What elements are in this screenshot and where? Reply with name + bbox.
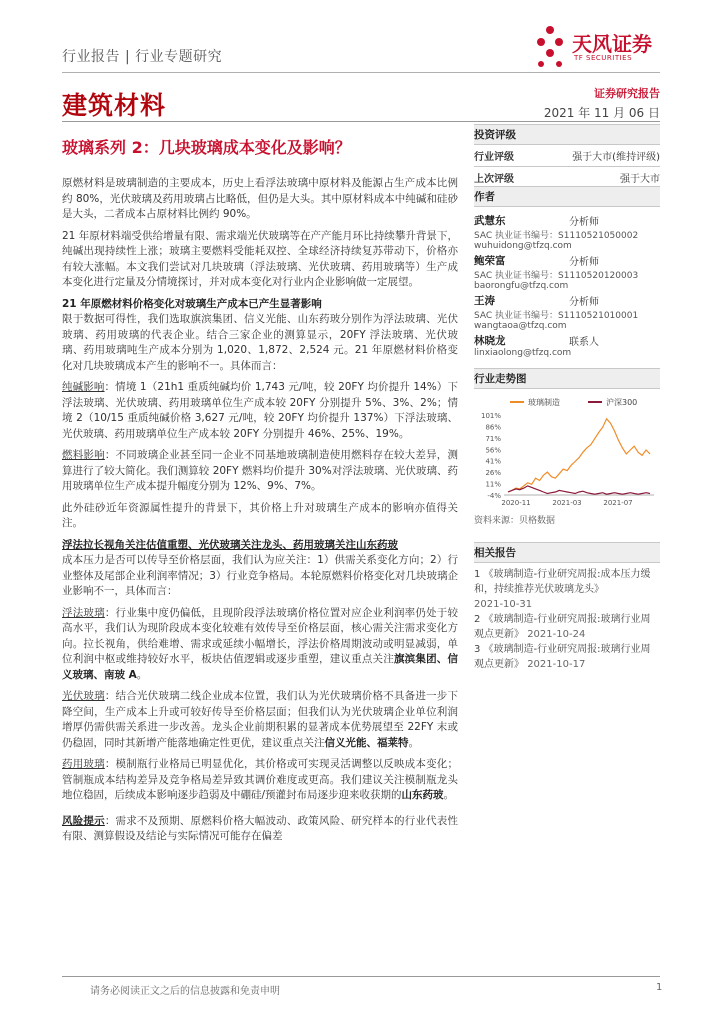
author-name: 武慧东	[474, 215, 506, 227]
series-line	[508, 419, 650, 492]
author-box	[474, 186, 660, 361]
text: 。	[408, 736, 419, 749]
label: 风险提示	[62, 814, 105, 827]
paragraph: 21 年原材料端受供给增量有限、需求端光伏玻璃等在产产能月环比持续攀升背景下，纯碱出现持续性上涨；玻璃主要燃料受能耗双控、全球经济持续复苏带动下，价格亦有较大涨幅。本文我们尝试对几块玻璃（浮法玻璃、光伏玻璃、药用玻璃等）生产成本变化进行定量及分情境探讨，并对成本变化对行业内企业影响做一定展望。	[62, 229, 458, 288]
paragraph: 成本压力是否可以传导至价格层面，我们认为应关注：1）供需关系变化方向；2）行业整体及尾部企业利润率情况；3）行业竞争格局。本轮原燃料价格变化对几块玻璃企业影响不一，具体而言：	[62, 554, 458, 597]
author-heading: 作者	[474, 186, 660, 207]
rating-box	[474, 124, 660, 189]
text: 。	[443, 789, 455, 801]
y-tick-label: 41%	[485, 457, 501, 466]
main-content	[62, 176, 458, 851]
logo-text-en: TF SECURITIES	[574, 54, 633, 62]
author	[474, 293, 660, 333]
author	[474, 333, 660, 361]
series-line	[508, 486, 650, 494]
author	[474, 253, 660, 293]
related-date: 2021-10-17	[527, 659, 586, 670]
paragraph	[62, 448, 458, 495]
rating-key: 上次评级	[474, 174, 514, 185]
author-role: 分析师	[569, 257, 599, 268]
sector-title: 建筑材料	[62, 91, 167, 120]
author	[474, 213, 660, 253]
legend-label: 沪深300	[606, 398, 638, 407]
y-tick-label: 26%	[485, 469, 501, 478]
header-divider	[62, 72, 660, 73]
paragraph	[62, 380, 458, 442]
footer-divider	[62, 976, 660, 977]
related-title[interactable]: 1 《玻璃制造-行业研究周报:成本压力缓和，持续推荐光伏玻璃龙头》	[474, 569, 651, 595]
section-heading: 21 年原燃材料价格变化对玻璃生产成本已产生显著影响	[62, 297, 322, 310]
trend-heading: 行业走势图	[474, 368, 660, 389]
author-email[interactable]: linxiaolong@tfzq.com	[474, 348, 572, 358]
paragraph	[62, 606, 458, 684]
author-role: 分析师	[569, 217, 599, 228]
logo-text: 天风证券	[572, 32, 652, 56]
x-tick-label: 2021-03	[552, 499, 582, 507]
related-date: 2021-10-24	[527, 629, 586, 640]
author-role: 分析师	[569, 297, 599, 308]
label: 药用玻璃	[62, 758, 105, 770]
legend-label: 玻璃制造	[528, 398, 560, 407]
related-title[interactable]: 3 《玻璃制造-行业研究周报:玻璃行业周观点更新》	[474, 644, 651, 670]
related-item[interactable]	[474, 612, 660, 642]
y-tick-label: 101%	[480, 412, 501, 420]
stock-names: 旗滨集团、信义玻璃、南玻 A	[62, 653, 459, 681]
label: 纯碱影响	[62, 381, 105, 393]
y-tick-label: 56%	[485, 446, 501, 455]
paragraph	[62, 757, 458, 804]
x-tick-label: 2020-11	[501, 499, 531, 507]
trend-box	[474, 368, 660, 526]
rating-heading: 投资评级	[474, 124, 660, 145]
chart-source: 资料来源：贝格数据	[474, 516, 556, 526]
paragraph	[62, 689, 458, 751]
text: ：情境 1（21h1 重质纯碱均价 1,743 元/吨，较 20FY 均价提升 14%）下浮法玻璃、光伏玻璃、药用玻璃单位生产成本较 20FY 分别提升 5%、3%、2%；情境 2（10/15 重质纯碱价格 3,627 元/吨，较 20FY 均价提升 137%）下浮法玻璃、光伏玻璃、药用玻璃单位生产成本较 20FY 分别提升 46%、25%、19%。	[62, 381, 458, 440]
author-name: 林晓龙	[474, 335, 506, 347]
footer-disclaimer: 请务必阅读正文之后的信息披露和免责申明	[90, 986, 280, 997]
label: 燃料影响	[62, 449, 105, 461]
author-email[interactable]: baorongfu@tfzq.com	[474, 281, 569, 291]
text: ：不同玻璃企业甚至同一企业不同基地玻璃制造使用燃料存在较大差异，测算进行了较大简化。我们测算较 20FY 燃料均价提升 30%对浮法玻璃、光伏玻璃、药用玻璃单位生产成本提升幅度分别为 12%、9%、7%。	[62, 449, 459, 492]
stock-names: 信义光能、福莱特	[324, 736, 409, 749]
section-heading: 浮法拉长视角关注估值重塑、光伏玻璃关注龙头、药用玻璃关注山东药玻	[62, 538, 398, 551]
author-name: 王涛	[474, 295, 495, 307]
title-divider	[62, 121, 660, 122]
label: 浮法玻璃	[62, 606, 105, 619]
y-tick-label: 71%	[485, 434, 501, 443]
text: ：结合光伏玻璃二线企业成本位置，我们认为光伏玻璃价格不具备进一步下降空间，生产成本上升或可较好传导至价格层面；但我们认为光伏玻璃企业单位利润增厚仍需供需关系进一步改善。龙头企业前期积累的显著成本优势展望至 22FY 末或仍稳固，同时其新增产能落地确定性更优，建议重点关注	[62, 690, 459, 749]
y-tick-label: -4%	[487, 492, 501, 500]
author-cert: SAC 执业证书编号：S1110520120003	[474, 271, 639, 281]
related-item[interactable]	[474, 642, 660, 672]
report-type: 行业报告 | 行业专题研究	[62, 49, 223, 65]
report-label: 证券研究报告	[594, 87, 660, 100]
text: ：模制瓶行业格局已明显优化，其价格或可实现灵活调整以反映成本变化；管制瓶成本结构差异及竞争格局差异致其调价难度或更高。我们建议关注模制瓶龙头地位稳固，后续成本影响逐步趋弱及中硼硅/预灌封布局逐步迎来收获期的	[62, 758, 459, 801]
related-date: 2021-10-31	[474, 599, 533, 610]
report-date: 2021 年 11 月 06 日	[543, 106, 660, 120]
risk-paragraph	[62, 814, 458, 845]
label: 光伏玻璃	[62, 690, 105, 702]
stock-names: 山东药玻	[401, 789, 444, 801]
rating-row	[474, 145, 660, 167]
paragraph: 原燃材料是玻璃制造的主要成本，历史上看浮法玻璃中原材料及能源占生产成本比例约 80%，光伏玻璃及药用玻璃占比略低，但仍是大头。其中原材料成本中纯碱和硅砂是大头，二者成本占原材料比例约 90%。	[62, 177, 458, 220]
rating-key: 行业评级	[474, 152, 514, 163]
report-title: 玻璃系列 2：几块玻璃成本变化及影响？	[62, 138, 351, 157]
trend-chart	[474, 393, 660, 511]
author-email[interactable]: wuhuidong@tfzq.com	[474, 241, 572, 251]
author-cert: SAC 执业证书编号：S1110521010001	[474, 311, 639, 321]
author-role: 联系人	[569, 337, 599, 348]
related-heading: 相关报告	[474, 542, 660, 563]
x-tick-label: 2021-07	[603, 499, 633, 507]
y-tick-label: 11%	[485, 480, 501, 489]
paragraph: 此外硅砂近年资源属性提升的背景下，其价格上升对玻璃生产成本的影响亦值得关注。	[62, 501, 458, 529]
rating-value: 强于大市	[620, 174, 660, 185]
page-number: 1	[656, 982, 663, 993]
author-email[interactable]: wangtaoa@tfzq.com	[474, 321, 567, 331]
paragraph: 限于数据可得性，我们选取旗滨集团、信义光能、山东药玻分别作为浮法玻璃、光伏玻璃、药用玻璃的代表企业。结合三家企业的测算显示，20FY 浮法玻璃、光伏玻璃、药用玻璃吨生产成本分别为 1,020、1,872、2,524 元。21 年原燃材料价格变化对几块玻璃成本产生的影响不一。具体而言：	[62, 313, 458, 372]
y-tick-label: 86%	[485, 423, 501, 432]
rating-value: 强于大市(维持评级)	[572, 152, 660, 163]
related-box	[474, 542, 660, 672]
author-name: 鲍荣富	[474, 255, 506, 267]
related-item[interactable]	[474, 567, 660, 612]
related-title[interactable]: 2 《玻璃制造-行业研究周报:玻璃行业周观点更新》	[474, 614, 651, 640]
text: ：行业集中度仍偏低，且现阶段浮法玻璃价格位置对应企业利润率仍处于较高水平，我们认为现阶段成本变化较难有效传导至价格层面，核心需关注需求变化方向。拉长视角，供给难增、需求或延续小幅增长，浮法价格周期波动或明显减弱，单位利润中枢或维持较好水平，板块估值逻辑或逐步重塑，建议重点关注	[62, 606, 459, 665]
text: 。	[136, 668, 148, 681]
author-cert: SAC 执业证书编号：S1110521050002	[474, 231, 639, 241]
text: ：需求不及预期、原燃料价格大幅波动、政策风险、研究样本的行业代表性有限、测算假设及结论与实际情况可能存在偏差	[62, 814, 459, 842]
